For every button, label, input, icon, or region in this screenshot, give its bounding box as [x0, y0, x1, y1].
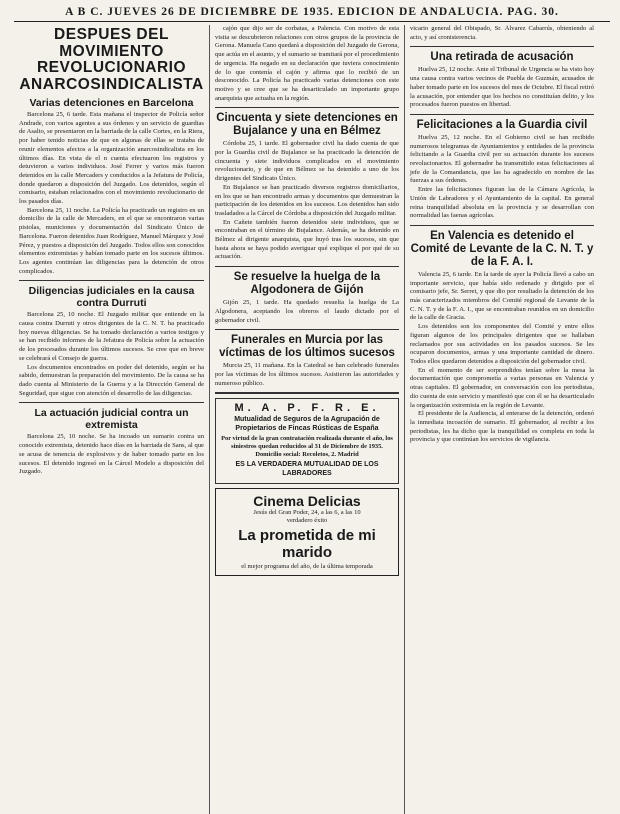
cinema-advertisement — [215, 488, 399, 576]
article-paragraph: Murcia 25, 11 mañana. En la Catedral se han celebrado funerales por las víctimas de los últimos sucesos. Asistieron las autoridades y numeroso público. — [215, 362, 399, 387]
divider — [215, 107, 399, 108]
article-paragraph: Entre las felicitaciones figuran las de la Cámara Agrícola, la Unión de Labradores y el Ayuntamiento de la capital. En general reina tranquilidad absoluta en la provincia y se desarrollan con normalidad las faenas agrícolas. — [410, 186, 594, 220]
article-paragraph: Valencia 25, 6 tarde. En la tarde de ayer la Policía llevó a cabo un importante servicio, que había sido ordenado y dirigido por el comisario jefe, Sr. Serret, y que dio por resultado la detención de los más caracterizados miembros del Comité regional de Levante de la C. N. T. y de la F. A. I., que se encontraban reunidos en un domicilio de la calle de Gracia. — [410, 270, 594, 322]
cinema-address: Jesús del Gran Poder, 24, a las 6, a las 10 — [253, 509, 361, 517]
columns — [14, 25, 610, 814]
section-title-guardia-civil: Felicitaciones a la Guardia civil — [416, 118, 588, 131]
main-headline: DESPUES DEL MOVIMIENTO REVOLUCIONARIO ANARCOSINDICALISTA — [19, 26, 204, 93]
section-title-bujalance: Cincuenta y siete detenciones en Bujalance y una en Bélmez — [216, 112, 398, 138]
divider — [215, 266, 399, 267]
article-paragraph: Los documentos encontrados en poder del detenido, según se ha sabido, demuestran la preparación del movimiento. De la causa se ha dado cuenta al Ministerio de la Guerra y a la Dirección General de Seguridad, que sigue con atención el desarrollo de las diligencias. — [19, 363, 204, 397]
article-paragraph: cajón que dijo ser de corbatas, a Palencia. Con motivo de esta visita se descubrieron relaciones con otros grupos de la provincia de Gerona. Manuela Cano quedará a disposición del Juzgado de Gerona, que actúa en el asunto, y el sumario se tramitará por el procedimiento de urgencia. Ha negado en su declaración que tuviera conocimiento de lo que contenía el cajón y afirma que lo recibió de un desconocido. La Policía ha practicado varias detenciones con este motivo y se cree que se ha desarticulado un importante grupo anarquista que actuaba en la región. — [215, 25, 399, 102]
section-title-valencia: En Valencia es detenido el Comité de Levante de la C. N. T. y de la F. A. I. — [410, 229, 594, 268]
divider — [19, 402, 204, 403]
article-paragraph: En Bujalance se han practicado diversos registros domiciliarios, en los que se han encontrado armas y documentos que demuestran la participación de los detenidos en los sucesos. Los detenidos han sido trasladados a la Cárcel de Córdoba a disposición del Juzgado militar. — [215, 183, 399, 217]
article-paragraph: Barcelona 25, 6 tarde. Esta mañana el inspector de Policía señor Andrade, con varios agentes a sus órdenes y un servicio de guardias de Asalto, se presentaron en la barriada de la calle Cortes, en la Riera, por haber tenido noticias de que en algunas de ellas se trataba de reunir elementos afectos a la organización anarcosindicalista en los últimos días. En vista de el n cuenta efectuaron los registros y detuvieron a varios individuos. José Ferrer y varios más fueron detenidos en la calle Mercaders y conducidos a la Jefatura de Policía, donde quedaron a disposición del Juzgado. Los detenidos, según el comisario, estaban relacionados con el movimiento revolucionario de los pasados días. — [19, 111, 204, 206]
divider — [19, 280, 204, 281]
section-title-murcia: Funerales en Murcia por las víctimas de los últimos sucesos — [219, 334, 395, 360]
mapfre-advertisement — [215, 398, 399, 484]
article-paragraph: Barcelona 25, 10 noche. Se ha incoado un sumario contra un conocido extremista, detenido hace días en la barriada de Sans, al que se acusa de tenencia de explosivos y de haber tomado parte en los sucesos. El detenido ingresó en la Cárcel Modelo a disposición del Juzgado. — [19, 433, 204, 476]
article-paragraph: Huelva 25, 12 noche. En el Gobierno civil se han recibido numerosos telegramas de Ayuntamientos y entidades de la provincia felicitando a la Guardia civil por su actuación durante los sucesos revolucionarios. El gobernador ha transmitido estas felicitaciones al jefe de la Comandancia, que las ha agradecido en nombre de las fuerzas a sus órdenes. — [410, 133, 594, 185]
ad-title: M. A. P. F. R. E. — [234, 402, 380, 415]
section-title-durruti: Diligencias judiciales en la causa contra Durruti — [28, 285, 195, 310]
divider — [410, 225, 594, 226]
ad-footer: ES LA VERDADERA MUTUALIDAD DE LOS LABRADORES — [235, 461, 379, 477]
running-title: A B C. JUEVES 26 DE DICIEMBRE DE 1935. EDICION DE ANDALUCIA. PAG. 30. — [14, 6, 610, 22]
ad-text: Por virtud de la gran contratación realizada durante el año, los siniestros quedan reducidos al 31 de Diciembre de 1935. Domicilio social: Recoletos, 2. Madrid — [221, 435, 393, 459]
article-paragraph: vicario general del Obispado, Sr. Álvarez Cabarrús, obteniendo al acto, y así cronisterencia. — [410, 25, 594, 41]
article-paragraph: Córdoba 25, 1 tarde. El gobernador civil ha dado cuenta de que por la Guardia civil de Bujalance se ha practicado la detención de cincuenta y siete individuos complicados en el movimiento revolucionario, y de que en Bélmez se ha detenido a uno de los dirigentes del Sindicato Único. — [215, 140, 399, 183]
section-title-barcelona: Varias detenciones en Barcelona — [29, 97, 194, 109]
article-paragraph: Los detenidos son los componentes del Comité y entre ellos figuran algunos de los principales dirigentes que se hallaban reclamados por sus actividades en los pasados sucesos. Se les ocuparon documentos, armas y una importante cantidad de dinero. Todos ellos quedaron detenidos a disposición del gobernador civil. — [410, 323, 594, 365]
article-paragraph: En el momento de ser sorprendidos tenían sobre la mesa la documentación que comprometía a varias personas en Valencia y otras capitales. El gobernador, en conversación con los periodistas, dio cuenta de este servicio y manifestó que con él se ha desarticulado la organización extremista en la región de Levante. — [410, 366, 594, 409]
article-paragraph: En Cañete también fueron detenidos siete individuos, que se encontraban en el término de Bujalance. Además, se ha detenido en Bélmez al dirigente anarquista, que huyó tras los sucesos, sin que hasta ahora se haya podido averiguar qué explique el por qué de su actuación. — [215, 218, 399, 261]
article-paragraph: El presidente de la Audiencia, al enterarse de la detención, ordenó la inmediata incoación de sumario. El gobernador, al recibir a los periodistas, les ha dicho que la tranquilidad es completa en toda la provincia y que continúan los servicios de vigilancia. — [410, 410, 594, 444]
divider — [215, 392, 399, 394]
ad-subtitle: Mutualidad de Seguros de la Agrupación de Propietarios de Fincas Rústicas de España — [234, 416, 380, 432]
cinema-name: Cinema Delicias — [253, 493, 361, 510]
article-paragraph: Barcelona 25, 11 noche. La Policía ha practicado un registro en un domicilio de la calle de Mercaders, en el que se encontraron varias pistolas, municiones y documentación del Sindicato Único de Barcelona. Fueron detenidos Juan Rodríguez, Manuel Márquez y José Pérez, y puestos a disposición del Juzgado. Todos ellos son conocidos elementos extremistas y habían tomado parte en los sucesos últimos. Los agentes continúan las diligencias para la detención de otros complicados. — [19, 206, 204, 275]
cinema-footer: el mejor programa del año, de la última temporada — [241, 563, 373, 571]
column-1 — [14, 25, 209, 814]
article-paragraph: Huelva 25, 12 noche. Ante el Tribunal de Urgencia se ha visto hoy una causa contra varios vecinos de Puebla de Guzmán, acusados de haber tomado parte en los sucesos del mes de Octubre. El fiscal retiró la acusación, por entender que los hechos no constituían delito, y los procesados fueron puestos en libertad. — [410, 66, 594, 109]
cinema-film-title: La prometida de mi marido — [238, 527, 376, 562]
divider — [215, 329, 399, 330]
column-3 — [404, 25, 599, 814]
divider — [410, 114, 594, 115]
article-paragraph: Barcelona 25, 10 noche. El Juzgado militar que entiende en la causa contra Durruti y otros dirigentes de la C. N. T. ha practicado hoy nuevas diligencias. Se ha tomado declaración a varios testigos y se han recibido informes de la Jefatura de Policía sobre la actuación de los procesados durante los últimos sucesos. Se cree que en breve se celebrará el Consejo de guerra. — [19, 311, 204, 362]
section-title-gijon: Se resuelve la huelga de la Algodonera de Gijón — [233, 271, 381, 297]
cinema-subtitle: verdadero éxito — [286, 517, 328, 525]
section-title-extremista: La actuación judicial contra un extremista — [34, 407, 189, 432]
article-paragraph: Gijón 25, 1 tarde. Ha quedado resuelta la huelga de La Algodonera, aceptando los obreros el laudo dictado por el gobernador civil. — [215, 299, 399, 324]
divider — [410, 46, 594, 47]
section-title-acusacion: Una retirada de acusación — [430, 51, 574, 64]
column-2 — [209, 25, 404, 814]
